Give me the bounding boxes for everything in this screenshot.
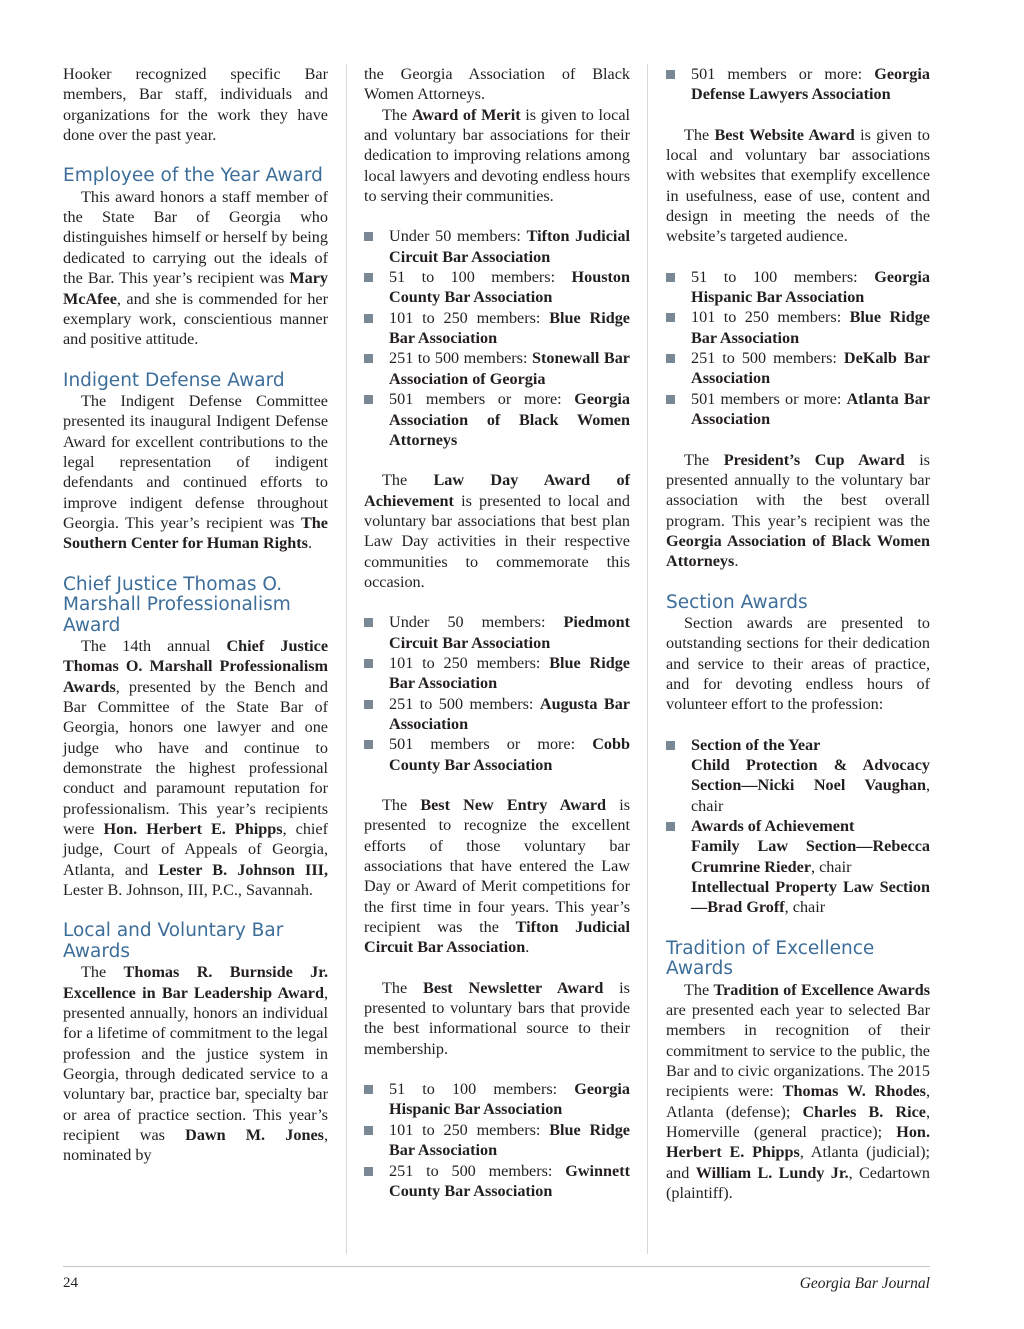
marshall-award-paragraph: The 14th annual Chief Justice Thomas O. Marshall Professionalism Awards, presented by the Bench and Bar Committee of the State Bar of Georgia, honors one lawyer and one judge who have and continue to demonstrate the highest professional conduct and paramount reputation for professionalism. This year’s recipients were Hon. Herbert E. Phipps, chief judge, Court of Appeals of Georgia, Atlanta, and Lester B. Johnson III, Lester B. Johnson, III, P.C., Savannah. bbox=[63, 636, 329, 900]
bullet-icon bbox=[364, 740, 373, 749]
employee-award-heading: Employee of the Year Award bbox=[63, 165, 323, 187]
merit-award-list bbox=[364, 226, 630, 450]
bullet-icon bbox=[666, 354, 675, 363]
law-day-award-paragraph: The Law Day Award of Achievement is presented to local and voluntary bar associations that best plan Law Day activities in their respective communities to commemorate this occasion. bbox=[364, 471, 630, 591]
list-item: 101 to 250 members: Blue Ridge Bar Association bbox=[364, 653, 630, 694]
bullet-icon bbox=[666, 70, 675, 79]
website-award-list bbox=[666, 267, 930, 430]
section-awards-paragraph: Section awards are presented to outstanding sections for their dedication and service to their areas of practice, and for devoting endless hours of volunteer effort to the profession: bbox=[666, 613, 930, 714]
recipient-name: Thomas W. Rhodes bbox=[782, 1082, 926, 1101]
continued-paragraph: the Georgia Association of Black Women Attorneys. bbox=[364, 65, 630, 104]
bullet-icon bbox=[666, 741, 675, 750]
bullet-icon bbox=[364, 1085, 373, 1094]
presidents-cup-paragraph: The President’s Cup Award is presented annually to the voluntary bar association with the best overall program. This year’s recipient was the Georgia Association of Black Women Attorneys. bbox=[666, 450, 930, 571]
list-item: Awards of Achievement Family Law Section—Rebecca Crumrine Rieder, chair Intellectual Property Law Section—Brad Groff, chair bbox=[666, 816, 930, 918]
recipient-name: William L. Lundy Jr. bbox=[695, 1163, 849, 1182]
column-divider-1 bbox=[346, 64, 347, 1254]
list-item: 51 to 100 members: Georgia Hispanic Bar Association bbox=[666, 267, 930, 308]
local-voluntary-heading: Local and Voluntary Bar Awards bbox=[63, 920, 284, 962]
bullet-icon bbox=[364, 354, 373, 363]
newsletter-award-list bbox=[364, 1079, 630, 1201]
recipient-name: Dawn M. Jones bbox=[185, 1125, 324, 1144]
newsletter-award-list-continued bbox=[666, 64, 930, 105]
tradition-awards-heading: Tradition of Excellence Awards bbox=[666, 937, 875, 980]
footer-rule bbox=[63, 1266, 930, 1267]
list-item: 251 to 500 members: Augusta Bar Association bbox=[364, 694, 630, 735]
list-item: 51 to 100 members: Georgia Hispanic Bar Association bbox=[364, 1079, 630, 1120]
column-1 bbox=[63, 64, 328, 1166]
list-item: 501 members or more: Georgia Association of Black Women Attorneys bbox=[364, 389, 630, 450]
page-number: 24 bbox=[63, 1275, 78, 1291]
list-item: Under 50 members: Tifton Judicial Circuit Bar Association bbox=[364, 226, 630, 267]
employee-award-paragraph: This award honors a staff member of the State Bar of Georgia who distinguishes himself or herself by being dedicated to carrying out the ideals of the Bar. This year’s recipient was Mary McAfee, and she is commended for her exemplary work, conscientious manner and positive attitude. bbox=[63, 187, 328, 349]
list-item: 251 to 500 members: Stonewall Bar Association of Georgia bbox=[364, 348, 630, 389]
bullet-icon bbox=[364, 232, 373, 241]
column-3 bbox=[666, 64, 930, 1203]
section-awards-list bbox=[666, 735, 930, 918]
marshall-award-heading: Chief Justice Thomas O. Marshall Professionalism Award bbox=[63, 573, 291, 636]
list-item: 501 members or more: Atlanta Bar Association bbox=[666, 389, 930, 430]
recipient-name: Mary McAfee bbox=[63, 269, 328, 308]
new-entry-award-paragraph: The Best New Entry Award is presented to recognize the excellent efforts of those voluntary bar associations that have entered the Law Day or Award of Merit competitions for the first time in four years. This year’s recipient was the Tifton Judicial Circuit Bar Association. bbox=[364, 796, 631, 957]
recipient-name: Hon. Herbert E. Phipps bbox=[666, 1123, 930, 1162]
bullet-icon bbox=[364, 618, 373, 627]
recipient-name: Tifton Judicial Circuit Bar Association bbox=[364, 918, 631, 957]
indigent-award-heading: Indigent Defense Award bbox=[63, 369, 285, 391]
recipient-name: Hon. Herbert E. Phipps bbox=[103, 820, 283, 838]
list-item: 101 to 250 members: Blue Ridge Bar Association bbox=[364, 308, 630, 349]
list-item: Under 50 members: Piedmont Circuit Bar Association bbox=[364, 612, 630, 653]
list-item: 101 to 250 members: Blue Ridge Bar Association bbox=[364, 1120, 630, 1161]
indigent-award-paragraph: The Indigent Defense Committee presented its inaugural Indigent Defense Award for excellent contributions to the legal representation of indigent defendants and continued efforts to improve indigent defense throughout Georgia. This year’s recipient was The Southern Center for Human Rights. bbox=[63, 391, 328, 553]
bullet-icon bbox=[364, 273, 373, 282]
bullet-icon bbox=[666, 313, 675, 322]
section-awards-heading: Section Awards bbox=[666, 591, 808, 613]
recipient-name: Charles B. Rice bbox=[802, 1102, 926, 1121]
recipient-name: Georgia Association of Black Women Attorneys bbox=[666, 531, 930, 571]
list-item: 101 to 250 members: Blue Ridge Bar Association bbox=[666, 307, 930, 348]
law-day-award-list bbox=[364, 612, 630, 775]
list-item: 501 members or more: Cobb County Bar Association bbox=[364, 734, 630, 775]
list-item: 251 to 500 members: Gwinnett County Bar Association bbox=[364, 1161, 630, 1202]
recipient-name: The Southern Center for Human Rights bbox=[63, 514, 328, 553]
bullet-icon bbox=[364, 1167, 373, 1176]
burnside-award-paragraph: The Thomas R. Burnside Jr. Excellence in Bar Leadership Award, presented annually, honors an individual for a lifetime of commitment to the legal profession and the justice system in Georgia, through dedicated service to a voluntary bar, practice bar, specialty bar or area of practice section. This year’s recipient was Dawn M. Jones, nominated by bbox=[63, 963, 328, 1165]
bullet-icon bbox=[666, 822, 675, 831]
merit-award-paragraph: The Award of Merit is given to local and voluntary bar associations for their dedication to improving relations among local lawyers and devoting endless hours to serving their communities. bbox=[364, 105, 631, 206]
bullet-icon bbox=[666, 395, 675, 404]
list-item: 501 members or more: Georgia Defense Lawyers Association bbox=[666, 64, 930, 105]
intro-paragraph: Hooker recognized specific Bar members, Bar staff, individuals and organizations for the work they have done over the past year. bbox=[63, 65, 328, 145]
journal-title: Georgia Bar Journal bbox=[799, 1275, 930, 1292]
bullet-icon bbox=[364, 659, 373, 668]
bullet-icon bbox=[364, 1126, 373, 1135]
bullet-icon bbox=[364, 395, 373, 404]
list-item: 51 to 100 members: Houston County Bar Association bbox=[364, 267, 630, 308]
tradition-awards-paragraph: The Tradition of Excellence Awards are presented each year to selected Bar members in recognition of their commitment to service to the public, the Bar and to civic organizations. The 2015 recipients were: Thomas W. Rhodes, Atlanta (defense); Charles B. Rice, Homerville (general practice); Hon. Herbert E. Phipps, Atlanta (judicial); and William L. Lundy Jr., Cedartown (plaintiff). bbox=[666, 980, 931, 1203]
list-item: Section of the Year Child Protection & Advocacy Section—Nicki Noel Vaughan, chair bbox=[666, 735, 930, 816]
column-2 bbox=[364, 64, 630, 1201]
bullet-icon bbox=[666, 273, 675, 282]
website-award-paragraph: The Best Website Award is given to local and voluntary bar associations with websites that exemplify excellence in usefulness, ease of use, content and design in meeting the needs of the website’s targeted audience. bbox=[666, 125, 930, 246]
bullet-icon bbox=[364, 314, 373, 323]
list-item: 251 to 500 members: DeKalb Bar Association bbox=[666, 348, 930, 389]
recipient-name: Lester B. Johnson III, bbox=[158, 860, 328, 879]
newsletter-award-paragraph: The Best Newsletter Award is presented to voluntary bars that provide the best informational source to their membership. bbox=[364, 978, 630, 1058]
column-divider-2 bbox=[647, 64, 648, 1254]
bullet-icon bbox=[364, 700, 373, 709]
